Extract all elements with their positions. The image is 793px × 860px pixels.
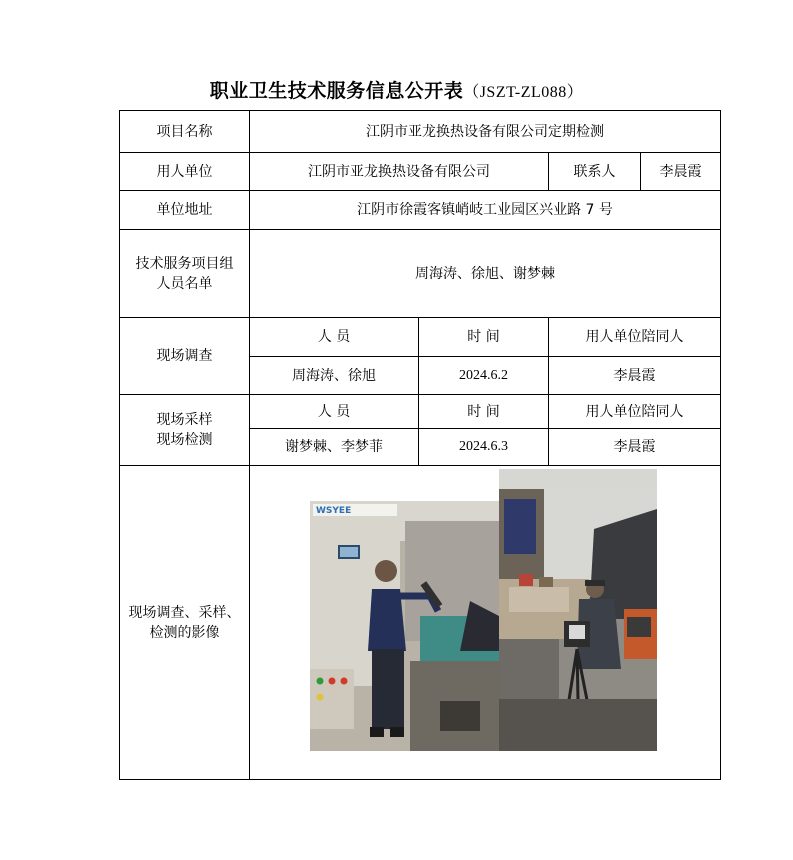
survey-header-personnel: 人 员: [250, 318, 419, 357]
survey-time: 2024.6.2: [419, 357, 549, 395]
cabinet-brand: WSYEE: [316, 506, 352, 516]
survey-header-time: 时 间: [419, 318, 549, 357]
images-cell: [250, 466, 721, 780]
row-images: [120, 466, 721, 780]
value-project-name: 江阴市亚龙换热设备有限公司定期检测: [250, 111, 721, 153]
survey-personnel: 周海涛、徐旭: [250, 357, 419, 395]
page-title: [0, 76, 793, 103]
row-sampling-header: [120, 395, 721, 429]
sampling-header-escort: 用人单位陪同人: [549, 395, 721, 429]
survey-escort: 李晨霞: [549, 357, 721, 395]
sampling-escort: 李晨霞: [549, 429, 721, 466]
info-table: [119, 110, 721, 780]
site-photo-left: [310, 501, 499, 751]
title-code: （JSZT-ZL088）: [463, 84, 584, 101]
label-team: 技术服务项目组 人员名单: [120, 230, 250, 318]
site-photo-right: [499, 469, 657, 751]
label-employer: 用人单位: [120, 153, 250, 191]
sampling-time: 2024.6.3: [419, 429, 549, 466]
label-contact: 联系人: [549, 153, 641, 191]
label-survey: 现场调查: [120, 318, 250, 395]
value-employer: 江阴市亚龙换热设备有限公司: [250, 153, 549, 191]
row-address: [120, 191, 721, 230]
sampling-header-personnel: 人 员: [250, 395, 419, 429]
label-project-name: 项目名称: [120, 111, 250, 153]
value-team: 周海涛、徐旭、谢梦棘: [250, 230, 721, 318]
row-employer: [120, 153, 721, 191]
label-address: 单位地址: [120, 191, 250, 230]
row-survey-header: [120, 318, 721, 357]
row-team: [120, 230, 721, 318]
value-contact: 李晨霞: [641, 153, 721, 191]
row-project-name: [120, 111, 721, 153]
value-address: 江阴市徐霞客镇峭岐工业园区兴业路 7 号: [250, 191, 721, 230]
sampling-header-time: 时 间: [419, 395, 549, 429]
survey-header-escort: 用人单位陪同人: [549, 318, 721, 357]
label-images: 现场调查、采样、 检测的影像: [120, 466, 250, 780]
title-text: 职业卫生技术服务信息公开表: [209, 80, 464, 102]
sampling-personnel: 谢梦棘、李梦菲: [250, 429, 419, 466]
label-sampling: 现场采样 现场检测: [120, 395, 250, 466]
